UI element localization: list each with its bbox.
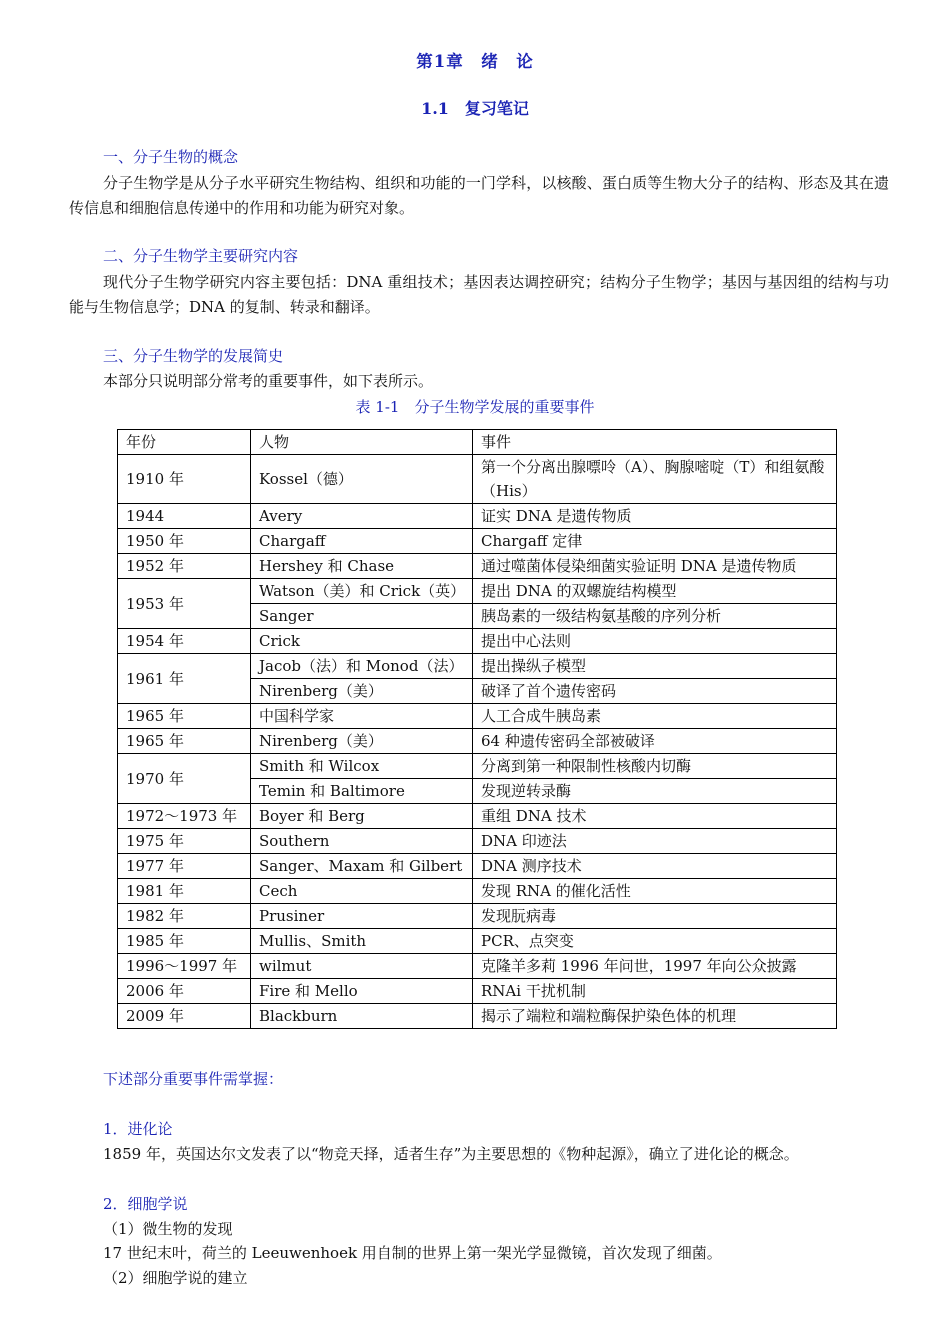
table-cell-event: 分离到第一种限制性核酸内切酶 xyxy=(473,754,837,779)
table-row xyxy=(118,554,837,579)
table-cell-person: 中国科学家 xyxy=(251,704,473,729)
table-cell-person: Chargaff xyxy=(251,529,473,554)
table-cell-person: Mullis、Smith xyxy=(251,929,473,954)
table-row xyxy=(118,1004,837,1029)
table-cell-year: 2009 年 xyxy=(118,1004,251,1029)
table-cell-person: Blackburn xyxy=(251,1004,473,1029)
history-intro: 本部分只说明部分常考的重要事件，如下表所示。 xyxy=(103,372,434,390)
table-row xyxy=(118,504,837,529)
table-header-person: 人物 xyxy=(251,430,473,455)
heading-history: 三、分子生物学的发展简史 xyxy=(103,347,284,365)
table-cell-year: 1944 xyxy=(118,504,251,529)
table-cell-person: Watson（美）和 Crick（英） xyxy=(251,579,473,604)
table-cell-year: 1965 年 xyxy=(118,729,251,754)
table-cell-event: 胰岛素的一级结构氨基酸的序列分析 xyxy=(473,604,837,629)
table-cell-event: 提出 DNA 的双螺旋结构模型 xyxy=(473,579,837,604)
table-cell-person: Cech xyxy=(251,879,473,904)
cell-theory-heading: 2．细胞学说 xyxy=(103,1195,188,1213)
cell-theory-subheading: （2）细胞学说的建立 xyxy=(103,1269,248,1287)
table-cell-year: 1965 年 xyxy=(118,704,251,729)
table-cell-person: Avery xyxy=(251,504,473,529)
table-cell-event: 发现朊病毒 xyxy=(473,904,837,929)
key-events-heading: 下述部分重要事件需掌握： xyxy=(103,1070,284,1088)
table-cell-person: Sanger xyxy=(251,604,473,629)
table-cell-person: wilmut xyxy=(251,954,473,979)
paragraph-concept: 分子生物学是从分子水平研究生物结构、组织和功能的一门学科，以核酸、蛋白质等生物大分子的结构、形态及其在遗传信息和细胞信息传递中的作用和功能为研究对象。 xyxy=(69,174,889,217)
table-cell-event: 证实 DNA 是遗传物质 xyxy=(473,504,837,529)
table-row xyxy=(118,629,837,654)
table-row xyxy=(118,879,837,904)
table-cell-year: 1982 年 xyxy=(118,904,251,929)
table-caption: 表 1-1 分子生物学发展的重要事件 xyxy=(355,398,595,416)
microbe-discovery-subheading: （1）微生物的发现 xyxy=(103,1220,233,1238)
table-cell-year: 1952 年 xyxy=(118,554,251,579)
table-row xyxy=(118,954,837,979)
table-row xyxy=(118,854,837,879)
table-row xyxy=(118,804,837,829)
heading-research-content: 二、分子生物学主要研究内容 xyxy=(103,247,299,265)
table-cell-event: 通过噬菌体侵染细菌实验证明 DNA 是遗传物质 xyxy=(473,554,837,579)
microbe-discovery-body: 17 世纪末叶，荷兰的 Leeuwenhoek 用自制的世界上第一架光学显微镜，首次发现了细菌。 xyxy=(103,1244,722,1262)
table-cell-person: Nirenberg（美） xyxy=(251,679,473,704)
table-cell-event: PCR、点突变 xyxy=(473,929,837,954)
table-header-year: 年份 xyxy=(118,430,251,455)
table-cell-year: 1996～1997 年 xyxy=(118,954,251,979)
table-header-event: 事件 xyxy=(473,430,837,455)
table-cell-event: DNA 测序技术 xyxy=(473,854,837,879)
table-cell-event: Chargaff 定律 xyxy=(473,529,837,554)
table-cell-event: 64 种遗传密码全部被破译 xyxy=(473,729,837,754)
table-cell-event: 提出操纵子模型 xyxy=(473,654,837,679)
table-cell-person: Temin 和 Baltimore xyxy=(251,779,473,804)
evolution-heading: 1．进化论 xyxy=(103,1120,173,1138)
table-cell-person: Smith 和 Wilcox xyxy=(251,754,473,779)
table-cell-year: 1970 年 xyxy=(118,754,251,804)
table-cell-year: 2006 年 xyxy=(118,979,251,1004)
table-header-row xyxy=(118,430,837,455)
table-cell-event: 人工合成牛胰岛素 xyxy=(473,704,837,729)
table-cell-event: 破译了首个遗传密码 xyxy=(473,679,837,704)
events-table xyxy=(117,429,837,1029)
table-cell-event: RNAi 干扰机制 xyxy=(473,979,837,1004)
table-cell-year: 1972～1973 年 xyxy=(118,804,251,829)
table-cell-event: 克隆羊多莉 1996 年问世，1997 年向公众披露 xyxy=(473,954,837,979)
section-title: 1.1 复习笔记 xyxy=(421,99,529,118)
table-row xyxy=(118,754,837,779)
chapter-title: 第1章 绪 论 xyxy=(416,52,534,71)
table-cell-year: 1953 年 xyxy=(118,579,251,629)
table-cell-person: Sanger、Maxam 和 Gilbert xyxy=(251,854,473,879)
table-cell-year: 1981 年 xyxy=(118,879,251,904)
table-row xyxy=(118,654,837,679)
table-cell-person: Boyer 和 Berg xyxy=(251,804,473,829)
table-row xyxy=(118,979,837,1004)
table-cell-person: Jacob（法）和 Monod（法） xyxy=(251,654,473,679)
table-cell-year: 1961 年 xyxy=(118,654,251,704)
table-cell-person: Kossel（德） xyxy=(251,455,473,504)
table-cell-year: 1910 年 xyxy=(118,455,251,504)
table-cell-person: Southern xyxy=(251,829,473,854)
table-cell-year: 1954 年 xyxy=(118,629,251,654)
paragraph-research-content: 现代分子生物学研究内容主要包括：DNA 重组技术；基因表达调控研究；结构分子生物学；基因与基因组的结构与功能与生物信息学；DNA 的复制、转录和翻译。 xyxy=(69,273,889,316)
table-cell-year: 1977 年 xyxy=(118,854,251,879)
table-cell-event: 发现 RNA 的催化活性 xyxy=(473,879,837,904)
table-cell-event: 发现逆转录酶 xyxy=(473,779,837,804)
table-cell-person: Nirenberg（美） xyxy=(251,729,473,754)
table-cell-event: 重组 DNA 技术 xyxy=(473,804,837,829)
evolution-body: 1859 年，英国达尔文发表了以“物竞天择，适者生存”为主要思想的《物种起源》，确立了进化论的概念。 xyxy=(103,1145,799,1163)
table-cell-event: 第一个分离出腺嘌呤（A）、胸腺嘧啶（T）和组氨酸（His） xyxy=(473,455,837,504)
table-cell-event: 揭示了端粒和端粒酶保护染色体的机理 xyxy=(473,1004,837,1029)
table-row xyxy=(118,904,837,929)
table-row xyxy=(118,455,837,504)
table-row xyxy=(118,704,837,729)
table-cell-person: Crick xyxy=(251,629,473,654)
table-cell-person: Hershey 和 Chase xyxy=(251,554,473,579)
table-row xyxy=(118,929,837,954)
table-cell-year: 1975 年 xyxy=(118,829,251,854)
table-cell-person: Prusiner xyxy=(251,904,473,929)
table-row xyxy=(118,579,837,604)
table-cell-year: 1950 年 xyxy=(118,529,251,554)
table-cell-event: 提出中心法则 xyxy=(473,629,837,654)
table-cell-event: DNA 印迹法 xyxy=(473,829,837,854)
table-row xyxy=(118,529,837,554)
table-cell-year: 1985 年 xyxy=(118,929,251,954)
table-cell-person: Fire 和 Mello xyxy=(251,979,473,1004)
table-row xyxy=(118,829,837,854)
heading-concept: 一、分子生物的概念 xyxy=(103,148,239,166)
table-row xyxy=(118,729,837,754)
